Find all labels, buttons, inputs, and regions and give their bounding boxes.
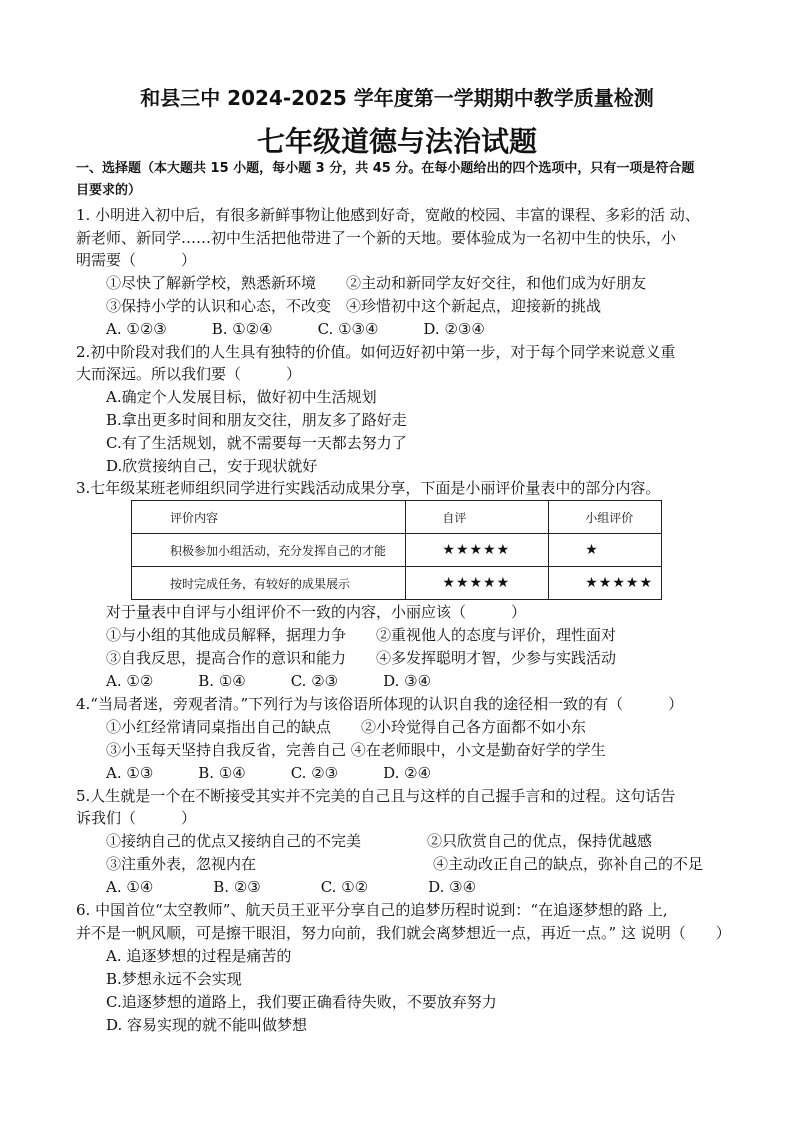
q4-options-line1: ①小红经常请同桌指出自己的缺点 ②小玲觉得自己各方面都不如小东 xyxy=(106,718,587,736)
q2-stem-line2: 大而深远。所以我们要（ ） xyxy=(76,365,302,383)
table-row xyxy=(132,567,662,600)
table-cell: 按时完成任务，有较好的成果展示 xyxy=(132,567,406,600)
q1-stem-line1: 1. 小明进入初中后，有很多新鲜事物让他感到好奇，宽敞的校园、丰富的课程、多彩的活 动、 xyxy=(76,206,700,224)
section-instructions-line1: 一、选择题（本大题共 15 小题，每小题 3 分，共 45 分。在每小题给出的四个选项中，只有一项是符合题 xyxy=(76,161,695,176)
q6-stem-line1: 6. 中国首位“太空教师”、航天员王亚平分享自己的追梦历程时说到：“在追逐梦想的路 上, xyxy=(76,901,668,919)
q1-stem-line2: 新老师、新同学……初中生活把他带进了一个新的天地。要体验成为一名初中生的快乐，小 xyxy=(76,229,677,247)
q4-choices: A. ①③ B. ①④ C. ②③ D. ②④ xyxy=(106,764,432,782)
table-header-cell: 小组评价 xyxy=(549,501,662,534)
q2-option-d: D.欣赏接纳自己，安于现状就好 xyxy=(106,457,318,475)
q5-option-3: ③注重外表，忽视内在 xyxy=(106,855,257,873)
q3-stem: 3.七年级某班老师组织同学进行实践活动成果分享，下面是小丽评价量表中的部分内容。 xyxy=(76,479,661,497)
q2-option-c: C.有了生活规划，就不需要每一天都去努力了 xyxy=(106,434,407,452)
table-cell: 积极参加小组活动，充分发挥自己的才能 xyxy=(132,534,406,567)
table-header-cell: 自评 xyxy=(406,501,549,534)
table-header-cell: 评价内容 xyxy=(132,501,406,534)
q4-options-line2: ③小玉每天坚持自我反省，完善自己 ④在老师眼中，小文是勤奋好学的学生 xyxy=(106,741,606,759)
q1-choices: A. ①②③ B. ①②④ C. ①③④ D. ②③④ xyxy=(106,320,485,338)
q6-option-d: D. 容易实现的就不能叫做梦想 xyxy=(106,1016,308,1034)
q1-options-line2: ③保持小学的认识和心态，不改变 ④珍惜初中这个新起点，迎接新的挑战 xyxy=(106,297,602,315)
exam-subtitle: 七年级道德与法治试题 xyxy=(256,125,537,158)
q5-option-4: ④主动改正自己的缺点，弥补自己的不足 xyxy=(433,855,704,873)
q6-option-a: A. 追逐梦想的过程是痛苦的 xyxy=(106,947,292,965)
q5-option-2: ②只欣赏自己的优点，保持优越感 xyxy=(427,832,653,850)
q1-stem-line3: 明需要（ ） xyxy=(76,251,197,269)
q3-options-line2: ③自我反思，提高合作的意识和能力 ④多发挥聪明才智，少参与实践活动 xyxy=(106,649,617,667)
table-header-row xyxy=(132,501,662,534)
q3-stem-line2: 对于量表中自评与小组评价不一致的内容，小丽应该（ ） xyxy=(106,603,527,621)
table-cell: ★★★★★ xyxy=(549,567,662,600)
q1-options-line1: ①尽快了解新学校，熟悉新环境 ②主动和新同学友好交往，和他们成为好朋友 xyxy=(106,274,647,292)
section-instructions-line2: 目要求的） xyxy=(76,183,142,198)
q3-choices: A. ①② B. ①④ C. ②③ D. ③④ xyxy=(106,672,432,690)
table-row xyxy=(132,534,662,567)
table-cell: ★★★★★ xyxy=(406,534,549,567)
q6-option-b: B.梦想永远不会实现 xyxy=(106,970,242,988)
table-cell: ★★★★★ xyxy=(406,567,549,600)
q4-stem: 4.“当局者迷，旁观者清。”下列行为与该俗语所体现的认识自我的途径相一致的有（ ） xyxy=(76,695,684,713)
q6-option-c: C.追逐梦想的道路上，我们要正确看待失败，不要放弃努力 xyxy=(106,993,497,1011)
q6-stem-line2: 并不是一帆风顺，可是擦干眼泪，努力向前，我们就会离梦想近一点，再近一点。” 这 说明（ ） xyxy=(76,924,731,942)
q5-choices: A. ①④ B. ②③ C. ①② D. ③④ xyxy=(106,878,477,896)
q5-stem-line1: 5.人生就是一个在不断接受其实并不完美的自己且与这样的自己握手言和的过程。这句话告 xyxy=(76,787,676,805)
exam-title: 和县三中 2024-2025 学年度第一学期期中教学质量检测 xyxy=(140,86,654,110)
q5-stem-line2: 诉我们（ ） xyxy=(76,809,197,827)
q5-option-1: ①接纳自己的优点又接纳自己的不完美 xyxy=(106,832,362,850)
q2-option-a: A.确定个人发展目标，做好初中生活规划 xyxy=(106,388,377,406)
evaluation-table xyxy=(131,500,662,600)
q3-options-line1: ①与小组的其他成员解释，据理力争 ②重视他人的态度与评价，理性面对 xyxy=(106,626,617,644)
table-cell: ★ xyxy=(549,534,662,567)
q2-stem-line1: 2.初中阶段对我们的人生具有独特的价值。如何迈好初中第一步，对于每个同学来说意义重 xyxy=(76,343,676,361)
q2-option-b: B.拿出更多时间和朋友交往，朋友多了路好走 xyxy=(106,411,407,429)
